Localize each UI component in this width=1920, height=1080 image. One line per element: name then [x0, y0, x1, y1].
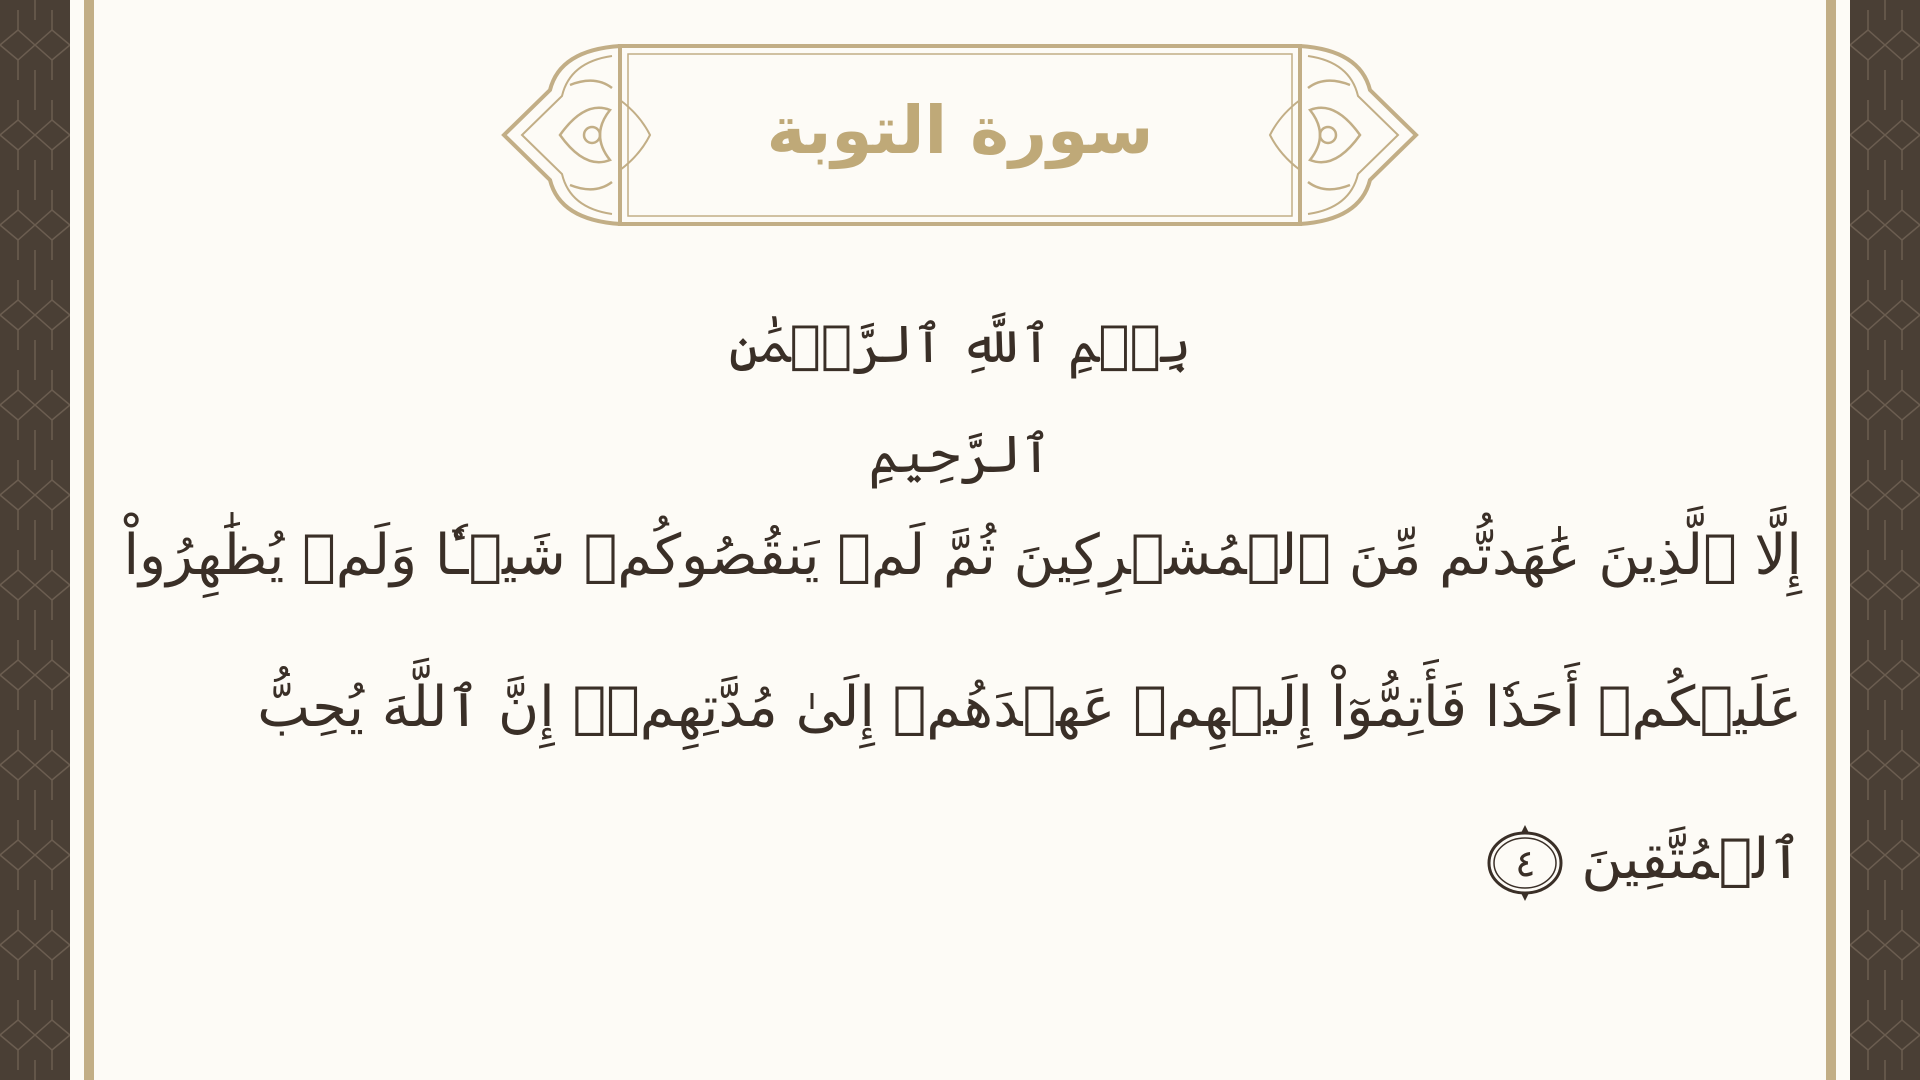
surah-header-cartouche: [500, 40, 1420, 230]
verse-line-3-text: ٱلۡمُتَّقِينَ: [1581, 827, 1802, 892]
left-gold-rule: [84, 0, 94, 1080]
ayah-end-marker: [1483, 821, 1567, 905]
surah-title: سورة التوبة: [766, 92, 1154, 169]
verse-line-2: عَلَيۡكُمۡ أَحَدٗا فَأَتِمُّوٓاْ إِلَيۡهِمۡ عَهۡدَهُمۡ إِلَىٰ مُدَّتِهِمۡۚ إِنَّ ٱللَّهَ يُحِبُّ: [257, 675, 1802, 740]
left-ornamental-border: [0, 0, 70, 1080]
verse-text: [123, 480, 1802, 936]
ayah-number: ٤: [1515, 840, 1536, 885]
basmala: بِسۡمِ ٱللَّهِ ٱلرَّحۡمَٰنِ ٱلرَّحِيمِ: [728, 315, 1192, 485]
right-gold-rule: [1826, 0, 1836, 1080]
right-ornamental-border: [1850, 0, 1920, 1080]
verse-line-1: إِلَّا ٱلَّذِينَ عَٰهَدتُّم مِّنَ ٱلۡمُشۡرِكِينَ ثُمَّ لَمۡ يَنقُصُوكُمۡ شَيۡـٔٗا وَلَمۡ يُظَٰهِرُواْ: [123, 523, 1802, 588]
verse-line-3: [230, 784, 1802, 936]
